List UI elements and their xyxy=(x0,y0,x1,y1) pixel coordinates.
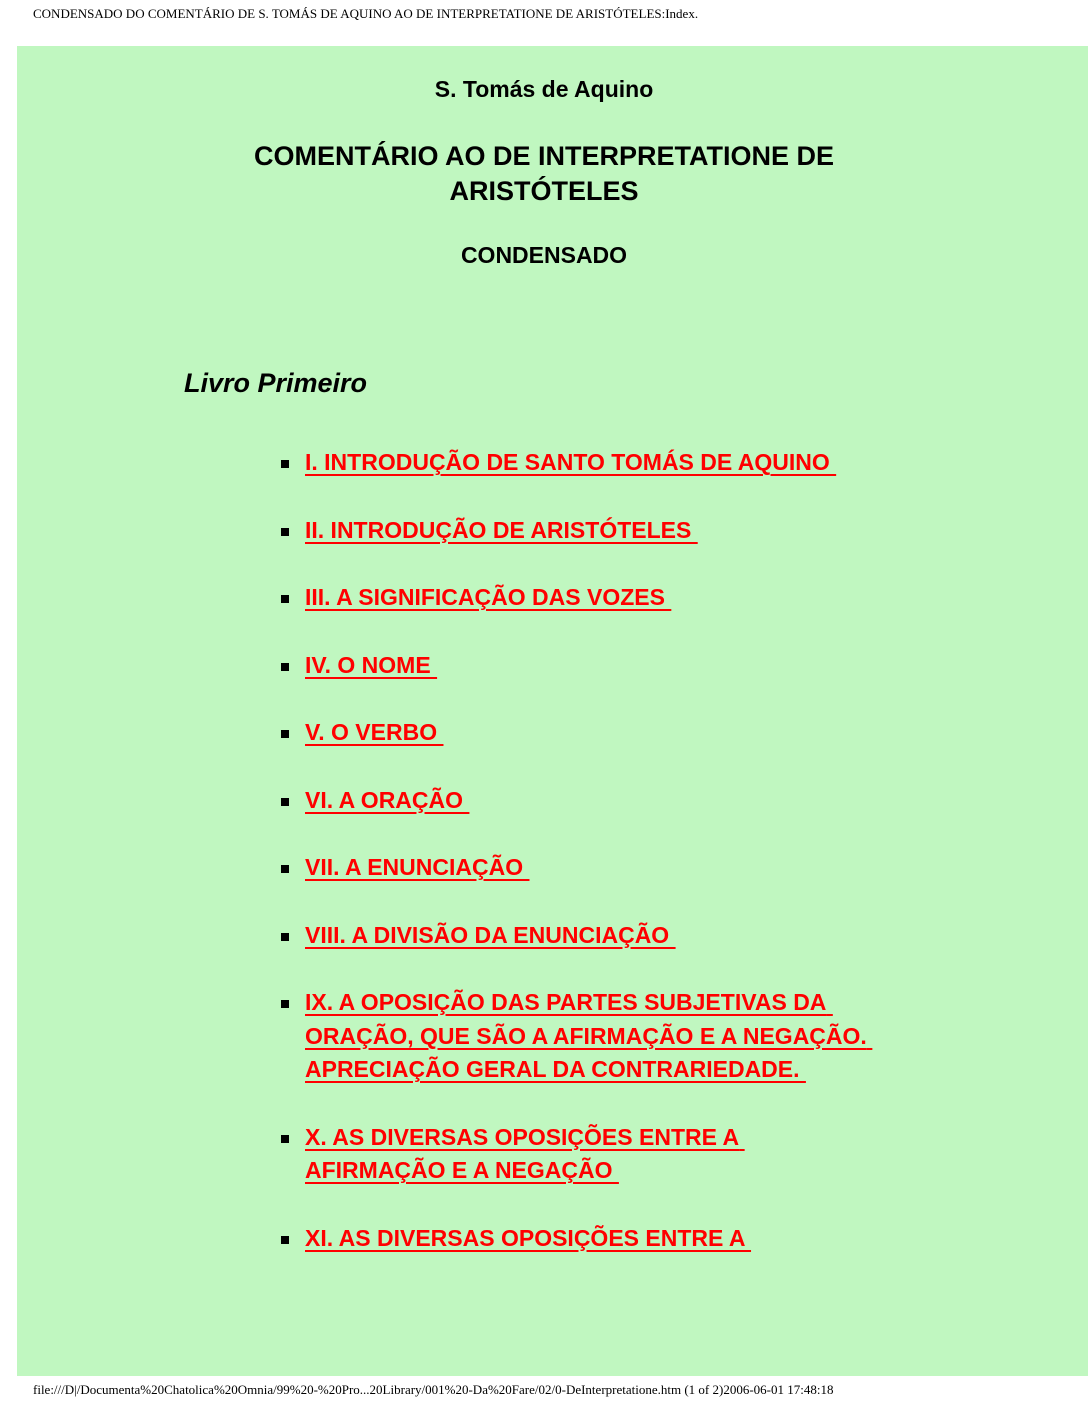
toc-link-7[interactable]: VII. A ENUNCIAÇÃO xyxy=(305,854,530,880)
table-of-contents xyxy=(279,446,879,1289)
bullet-icon xyxy=(281,528,289,536)
toc-link-8[interactable]: VIII. A DIVISÃO DA ENUNCIAÇÃO xyxy=(305,921,676,948)
toc-link-9[interactable]: IX. A OPOSIÇÃO DAS PARTES SUBJETIVAS DA ORAÇÃO, QUE SÃO A AFIRMAÇÃO E A NEGAÇÃO. APRECIAÇÃO GERAL DA CONTRARIEDADE. xyxy=(305,989,873,1082)
print-header: CONDENSADO DO COMENTÁRIO DE S. TOMÁS DE AQUINO AO DE INTERPRETATIONE DE ARISTÓTELES:Index. xyxy=(33,6,699,21)
document-page xyxy=(17,46,1088,1376)
bullet-icon xyxy=(281,1236,289,1244)
toc-link-11[interactable]: XI. AS DIVERSAS OPOSIÇÕES ENTRE A xyxy=(305,1224,752,1251)
bullet-icon xyxy=(281,663,289,671)
toc-link-3[interactable]: III. A SIGNIFICAÇÃO DAS VOZES xyxy=(305,584,672,610)
toc-link-6[interactable]: VI. A ORAÇÃO xyxy=(305,786,470,813)
bullet-icon xyxy=(281,933,289,941)
bullet-icon xyxy=(281,798,289,806)
toc-item xyxy=(279,716,879,750)
document-subtitle: CONDENSADO xyxy=(460,242,628,268)
bullet-icon xyxy=(281,595,289,603)
toc-item xyxy=(279,581,879,615)
toc-item xyxy=(279,446,879,480)
document-title: COMENTÁRIO AO DE INTERPRETATIONE DE ARISTÓTELES xyxy=(253,141,834,206)
bullet-icon xyxy=(281,460,289,468)
toc-item xyxy=(279,1222,879,1256)
bullet-icon xyxy=(281,1135,289,1143)
print-footer: file:///D|/Documenta%20Chatolica%20Omnia/99%20-%20Pro...20Library/001%20-Da%20Fare/02/0-DeInterpretatione.htm (1 of 2)2006-06-01 17:48:18 xyxy=(33,1382,834,1397)
toc-link-1[interactable]: I. INTRODUÇÃO DE SANTO TOMÁS DE AQUINO xyxy=(305,449,837,475)
toc-item xyxy=(279,1121,879,1188)
toc-item xyxy=(279,649,879,683)
toc-item xyxy=(279,851,879,885)
bullet-icon xyxy=(281,730,289,738)
toc-item xyxy=(279,514,879,548)
toc-link-10[interactable]: X. AS DIVERSAS OPOSIÇÕES ENTRE A AFIRMAÇÃO E A NEGAÇÃO xyxy=(305,1123,745,1183)
toc-item xyxy=(279,784,879,818)
author: S. Tomás de Aquino xyxy=(434,76,654,102)
bullet-icon xyxy=(281,865,289,873)
toc-link-5[interactable]: V. O VERBO xyxy=(305,719,444,745)
book-heading: Livro Primeiro xyxy=(184,368,368,398)
bullet-icon xyxy=(281,1000,289,1008)
toc-item xyxy=(279,919,879,953)
toc-link-4[interactable]: IV. O NOME xyxy=(305,651,438,678)
toc-item xyxy=(279,986,879,1087)
toc-link-2[interactable]: II. INTRODUÇÃO DE ARISTÓTELES xyxy=(305,516,698,543)
